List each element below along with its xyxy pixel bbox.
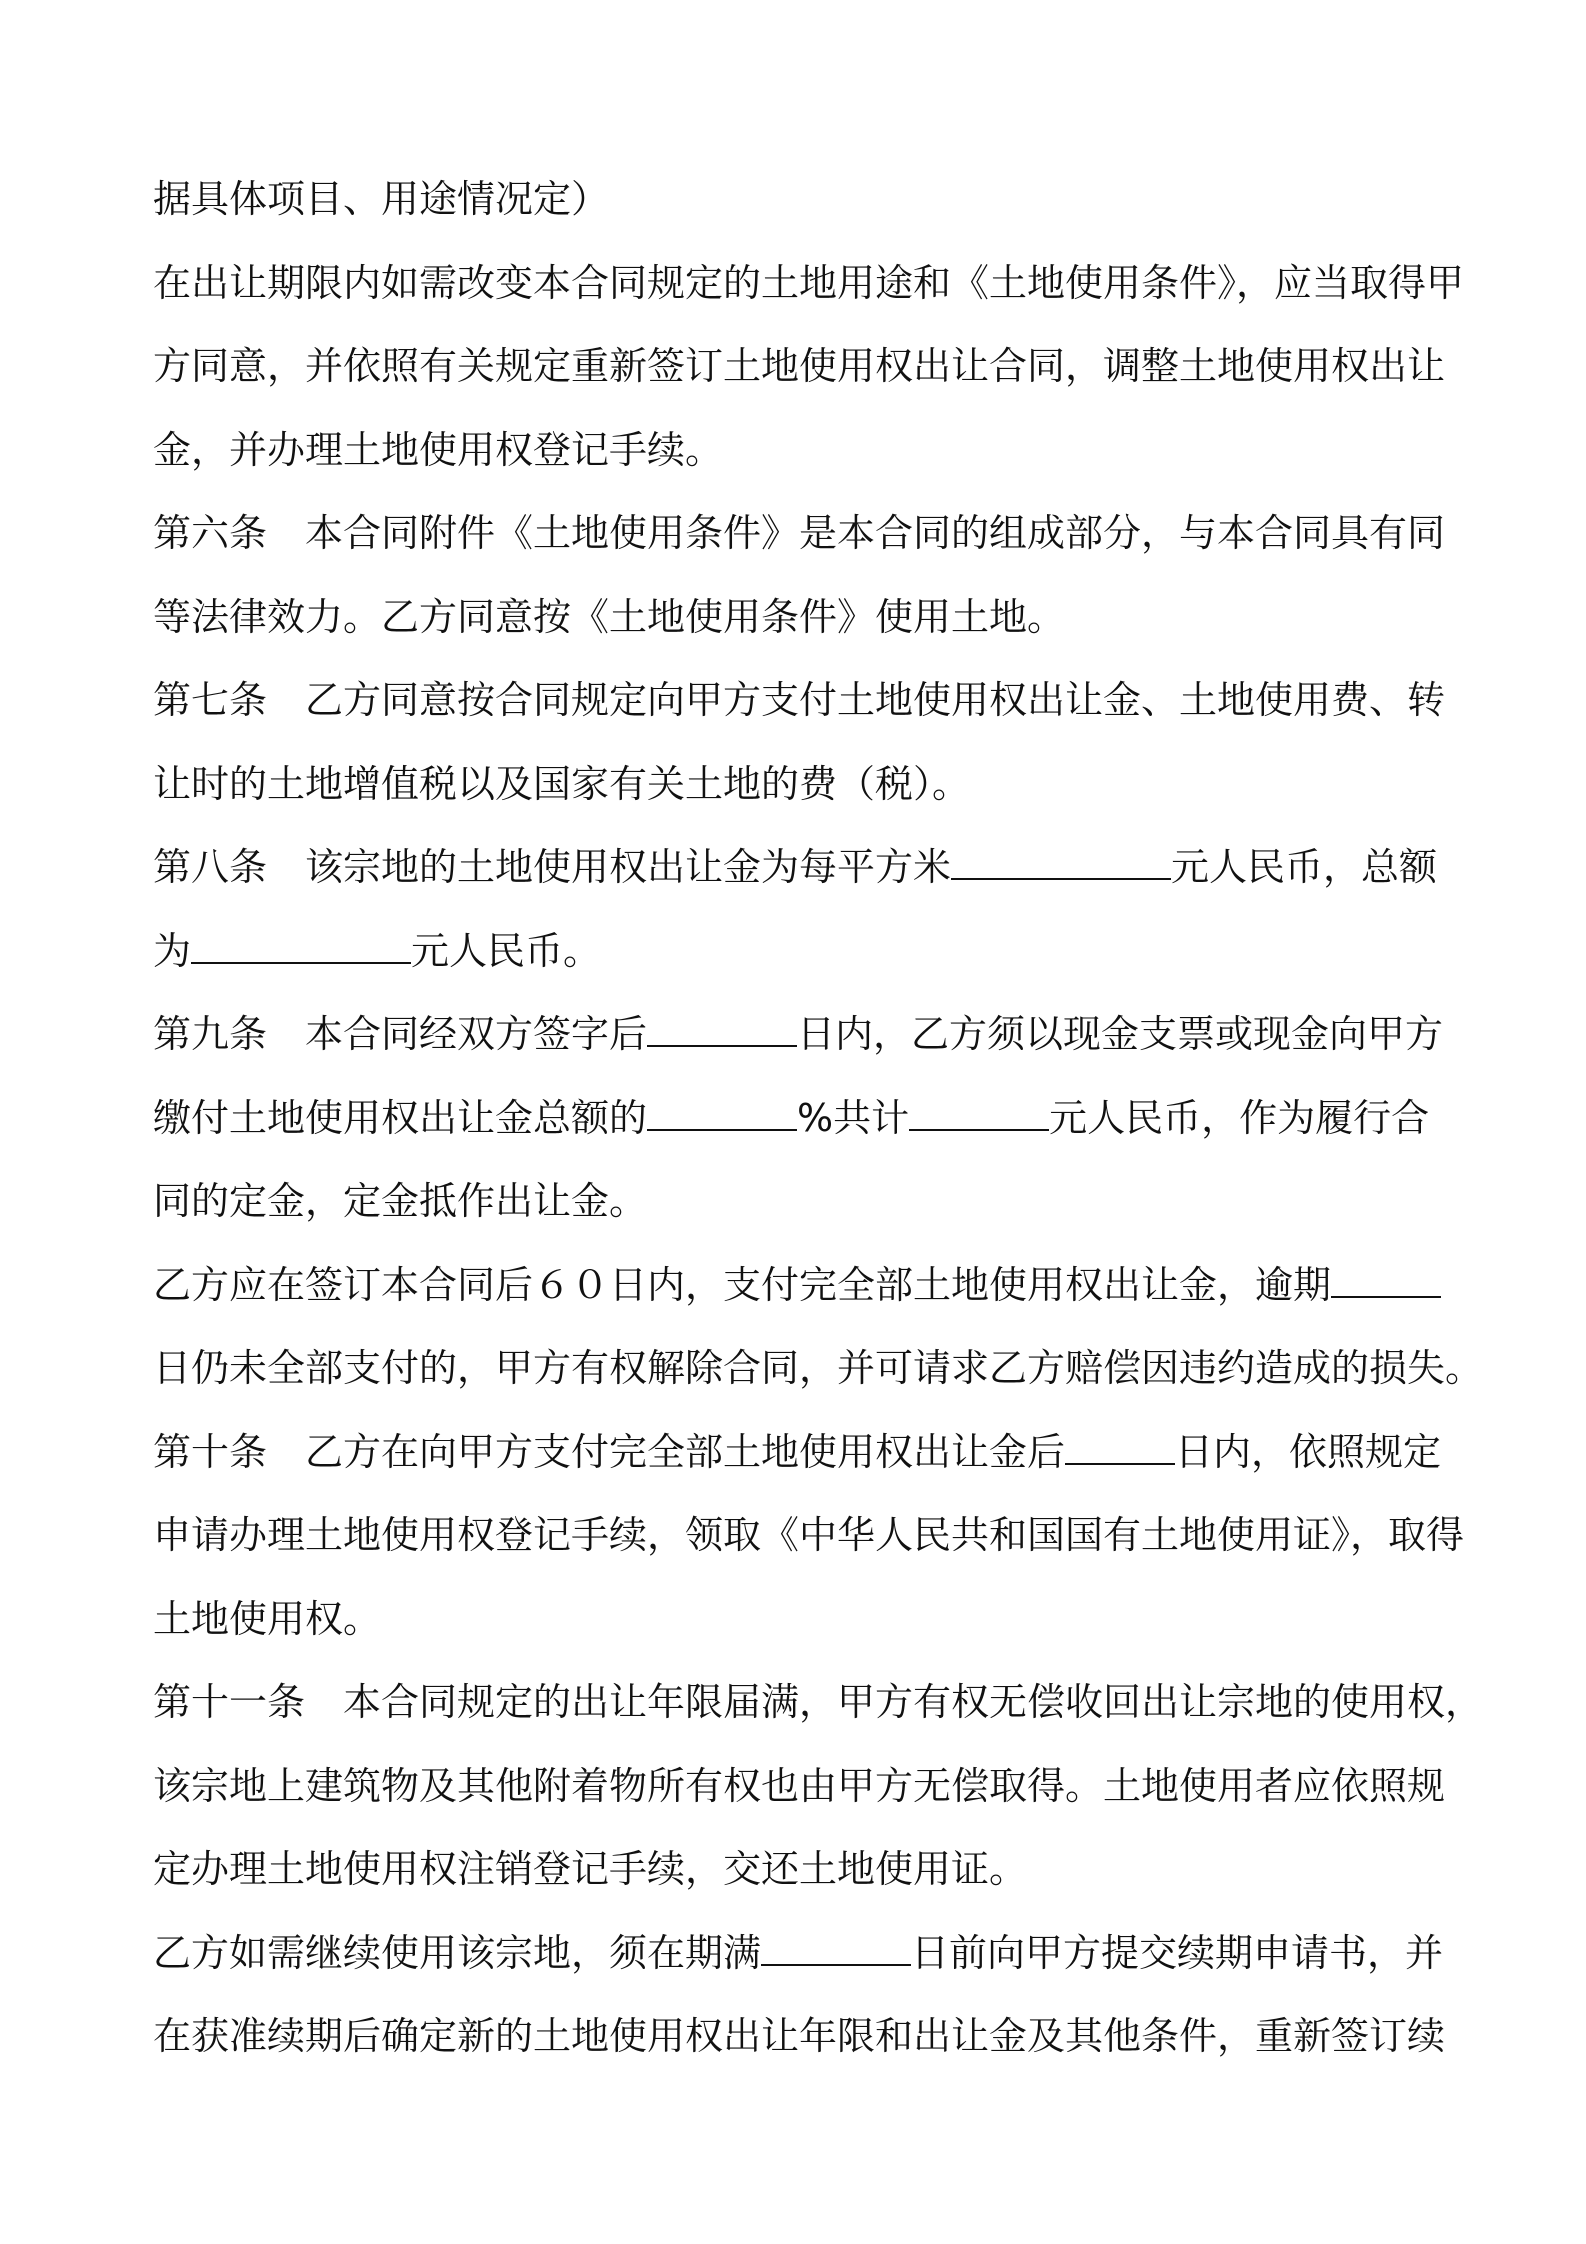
text-run: 本合同经双方签字后	[305, 1012, 648, 1056]
article-7-line	[153, 659, 1453, 743]
text-line	[153, 910, 1453, 994]
text-line	[153, 1995, 1453, 2079]
text-run: 土地使用权。	[153, 1596, 382, 1641]
article-heading: 第九条	[153, 1012, 268, 1056]
text-line	[153, 1160, 1453, 1244]
text-run: %共计	[797, 1095, 910, 1140]
text-run: 方同意，并依照有关规定重新签订土地使用权出让合同，调整土地使用权出让	[153, 344, 1446, 388]
text-line	[153, 158, 1453, 242]
text-line	[153, 1494, 1465, 1578]
text-line	[153, 576, 1453, 660]
article-heading: 第七条	[153, 678, 268, 722]
text-run: 金，并办理土地使用权登记手续。	[153, 427, 724, 472]
fill-in-blank[interactable]	[647, 1097, 797, 1131]
text-line	[153, 325, 1453, 409]
text-run: 定办理土地使用权注销登记手续，交还土地使用证。	[153, 1847, 1028, 1891]
text-line	[153, 1912, 1453, 1996]
article-heading: 第十条	[153, 1429, 268, 1474]
fill-in-blank[interactable]	[761, 1932, 911, 1966]
text-run: 据具体项目、用途情况定）	[153, 177, 610, 221]
fill-in-blank[interactable]	[1331, 1264, 1441, 1298]
text-run: 乙方在向甲方支付完全部土地使用权出让金后	[305, 1429, 1066, 1474]
fill-in-blank[interactable]	[951, 846, 1171, 880]
text-run: 乙方同意按合同规定向甲方支付土地使用权出让金、土地使用费、转	[305, 678, 1446, 722]
text-run: 申请办理土地使用权登记手续，领取《中华人民共和国国有土地使用证》，取得	[153, 1513, 1465, 1557]
text-run: 该宗地上建筑物及其他附着物所有权也由甲方无偿取得。土地使用者应依照规	[153, 1763, 1446, 1808]
text-run: 日仍未全部支付的，甲方有权解除合同，并可请求乙方赔偿因违约造成的损失。	[153, 1346, 1484, 1390]
article-6-line	[153, 492, 1453, 576]
fill-in-blank[interactable]	[909, 1097, 1049, 1131]
text-line	[153, 242, 1465, 326]
fill-in-blank[interactable]	[647, 1013, 797, 1047]
text-run: 日内，乙方须以现金支票或现金向甲方	[797, 1012, 1444, 1056]
article-8-line	[153, 826, 1453, 910]
text-run: 元人民币，总额	[1171, 845, 1438, 889]
text-run: 日内，依照规定	[1175, 1429, 1442, 1474]
text-line	[153, 1578, 1453, 1662]
text-run: 乙方如需继续使用该宗地，须在期满	[153, 1930, 762, 1975]
text-line	[153, 1327, 1484, 1411]
text-line	[153, 1077, 1453, 1161]
text-run: 日前向甲方提交续期申请书，并	[911, 1930, 1444, 1975]
text-run: 元人民币，作为履行合	[1049, 1095, 1430, 1140]
article-9-line	[153, 993, 1453, 1077]
article-10-line	[153, 1411, 1453, 1495]
document-body	[153, 158, 1484, 2079]
text-run: 同的定金，定金抵作出让金。	[153, 1179, 648, 1223]
fill-in-blank[interactable]	[1065, 1431, 1175, 1465]
article-heading: 第八条	[153, 845, 268, 889]
article-heading: 第六条	[153, 511, 268, 555]
text-run: 元人民币。	[411, 928, 602, 973]
text-line	[153, 1745, 1453, 1829]
text-run: 在出让期限内如需改变本合同规定的土地用途和《土地使用条件》，应当取得甲	[153, 260, 1465, 305]
text-run: 等法律效力。乙方同意按《土地使用条件》使用土地。	[153, 594, 1066, 639]
text-line	[153, 1244, 1453, 1328]
text-run: 该宗地的土地使用权出让金为每平方米	[305, 845, 952, 889]
text-line	[153, 1828, 1453, 1912]
text-run: 缴付土地使用权出让金总额的	[153, 1095, 648, 1140]
text-run: 在获准续期后确定新的土地使用权出让年限和出让金及其他条件，重新签订续	[153, 2014, 1446, 2058]
article-heading: 第十一条	[153, 1680, 306, 1724]
text-line	[153, 409, 1453, 493]
text-line	[153, 743, 1453, 827]
article-11-line	[153, 1661, 1484, 1745]
text-run: 本合同附件《土地使用条件》是本合同的组成部分，与本合同具有同	[305, 511, 1446, 555]
text-run: 本合同规定的出让年限届满，甲方有权无偿收回出让宗地的使用权，	[343, 1680, 1484, 1724]
text-run: 让时的土地增值税以及国家有关土地的费（税）。	[153, 761, 971, 806]
fill-in-blank[interactable]	[191, 930, 411, 964]
text-run: 乙方应在签订本合同后６０日内，支付完全部土地使用权出让金，逾期	[153, 1262, 1332, 1307]
text-run: 为	[153, 928, 192, 973]
